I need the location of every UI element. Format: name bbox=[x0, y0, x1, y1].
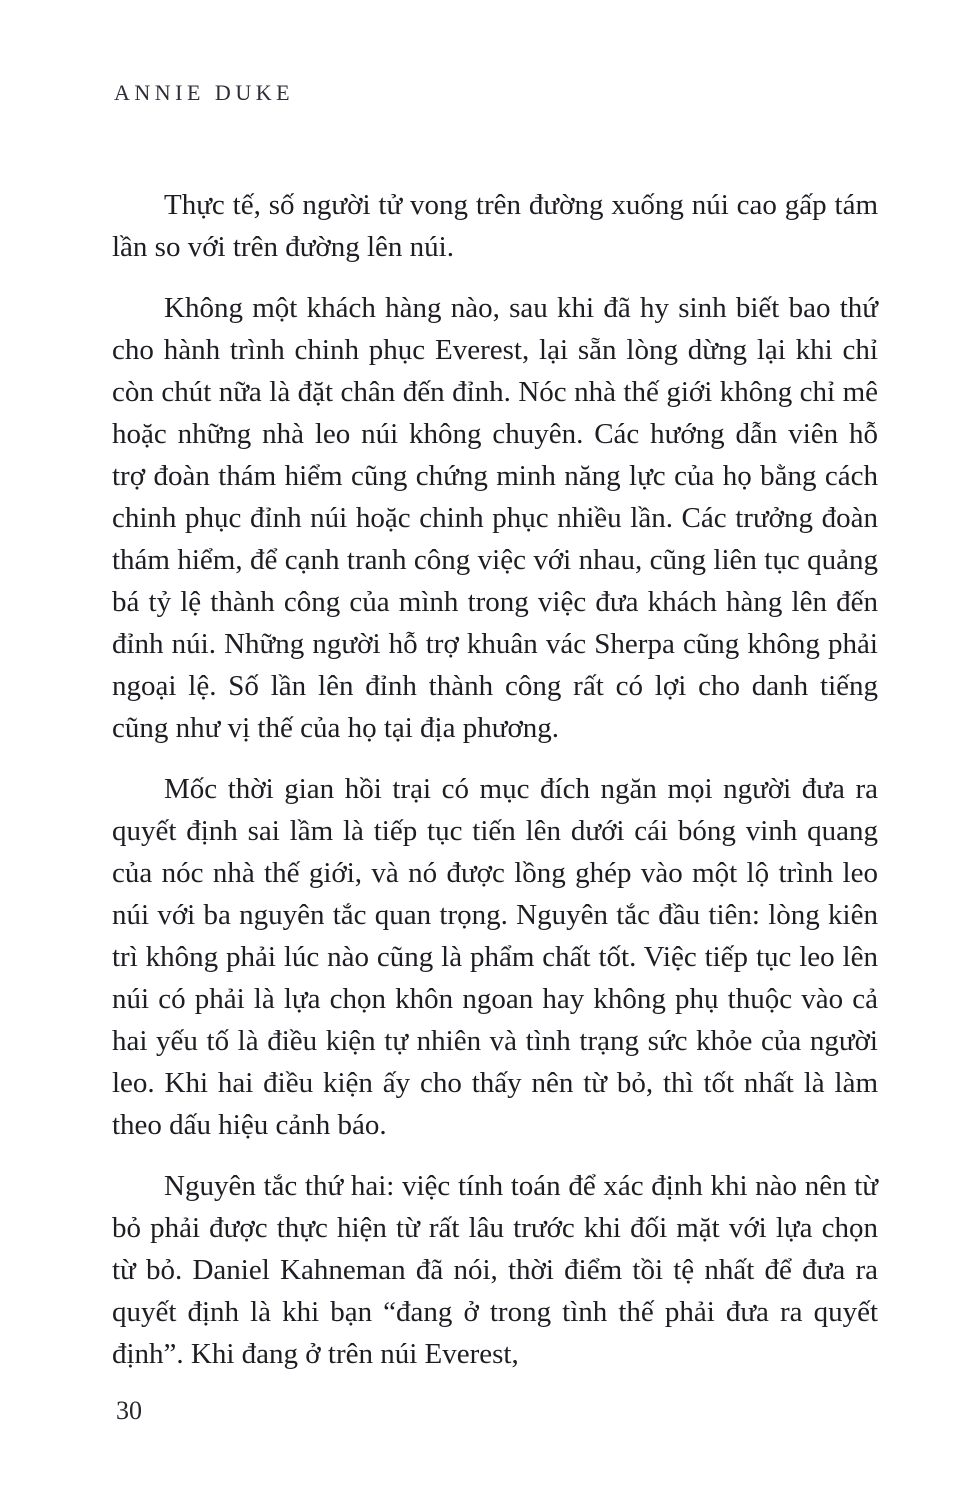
running-header: ANNIE DUKE bbox=[114, 80, 295, 105]
paragraph-3: Mốc thời gian hồi trại có mục đích ngăn mọi người đưa ra quyết định sai lầm là tiếp tục tiến lên dưới cái bóng vinh quang của nóc nhà thế giới, và nó được lồng ghép vào một lộ trình leo núi với ba nguyên tắc quan trọng. Nguyên tắc đầu tiên: lòng kiên trì không phải lúc nào cũng là phẩm chất tốt. Việc tiếp tục leo lên núi có phải là lựa chọn khôn ngoan hay không phụ thuộc vào cả hai yếu tố là điều kiện tự nhiên và tình trạng sức khỏe của người leo. Khi hai điều kiện ấy cho thấy nên từ bỏ, thì tốt nhất là làm theo dấu hiệu cảnh báo. bbox=[112, 773, 878, 1141]
paragraph-1: Thực tế, số người tử vong trên đường xuống núi cao gấp tám lần so với trên đường lên núi. bbox=[112, 189, 878, 263]
paragraph-2: Không một khách hàng nào, sau khi đã hy sinh biết bao thứ cho hành trình chinh phục Everest, lại sẵn lòng dừng lại khi chỉ còn chút nữa là đặt chân đến đỉnh. Nóc nhà thế giới không chỉ mê hoặc những nhà leo núi không chuyên. Các hướng dẫn viên hỗ trợ đoàn thám hiểm cũng chứng minh năng lực của họ bằng cách chinh phục đỉnh núi hoặc chinh phục nhiều lần. Các trưởng đoàn thám hiểm, để cạnh tranh công việc với nhau, cũng liên tục quảng bá tỷ lệ thành công của mình trong việc đưa khách hàng lên đến đỉnh núi. Những người hỗ trợ khuân vác Sherpa cũng không phải ngoại lệ. Số lần lên đỉnh thành công rất có lợi cho danh tiếng cũng như vị thế của họ tại địa phương. bbox=[112, 292, 878, 744]
paragraph-4: Nguyên tắc thứ hai: việc tính toán để xác định khi nào nên từ bỏ phải được thực hiện từ rất lâu trước khi đối mặt với lựa chọn từ bỏ. Daniel Kahneman đã nói, thời điểm tồi tệ nhất để đưa ra quyết định là khi bạn “đang ở trong tình thế phải đưa ra quyết định”. Khi đang ở trên núi Everest, bbox=[112, 1170, 878, 1370]
page-number: 30 bbox=[116, 1396, 142, 1425]
body-text bbox=[112, 184, 878, 1394]
